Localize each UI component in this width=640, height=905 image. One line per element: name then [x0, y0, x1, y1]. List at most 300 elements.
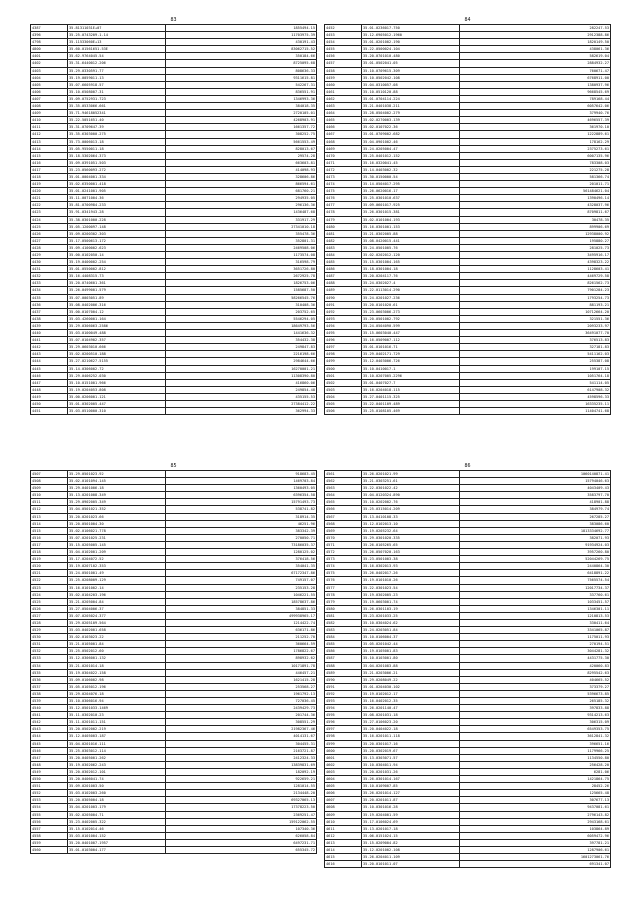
row-id-cell: 4557 — [31, 825, 68, 832]
table-row — [325, 669, 611, 676]
amount-cell: 435155.53 — [166, 393, 317, 400]
table-row — [325, 195, 611, 202]
table-row — [31, 237, 317, 244]
table-row — [31, 117, 317, 124]
code-cell: 35.19-0105001.83 — [362, 648, 460, 655]
row-id-cell: 4454 — [325, 39, 362, 46]
table-row — [31, 605, 317, 612]
amount-cell: 881193.21 — [460, 301, 611, 308]
table-row — [325, 520, 611, 527]
table-row — [325, 577, 611, 584]
code-cell: 35.19-0304022.158 — [68, 669, 166, 676]
code-cell: 35.17-0106024.69 — [362, 818, 460, 825]
table-row — [31, 534, 317, 541]
row-id-cell: 4503 — [325, 386, 362, 393]
row-id-cell: 4614 — [325, 846, 362, 853]
row-id-cell: 4433 — [31, 280, 68, 287]
table-row — [31, 761, 317, 768]
amount-cell: 362994.33 — [166, 408, 317, 415]
table-row — [325, 754, 611, 761]
row-id-cell: 4434 — [31, 287, 68, 294]
table-row — [31, 683, 317, 690]
table-row — [325, 181, 611, 188]
code-cell: 35.19-0102012.17 — [362, 690, 460, 697]
table-row — [31, 747, 317, 754]
table-row — [31, 32, 317, 39]
code-cell: 35.25-0303012.114 — [68, 747, 166, 754]
code-cell: 35.20-0101011.07 — [362, 861, 460, 868]
code-cell: 35.81311031E+07 — [68, 25, 166, 32]
table-row — [325, 216, 611, 223]
amount-cell: 6007135.96 — [460, 152, 611, 159]
row-id-cell: 4560 — [31, 846, 68, 853]
row-id-cell: 4551 — [31, 783, 68, 790]
amount-cell: 1421864.75 — [460, 776, 611, 783]
amount-cell: 438061.36 — [460, 46, 611, 53]
row-id-cell: 4387 — [31, 25, 68, 32]
table-row — [31, 110, 317, 117]
code-cell: 35.26-0402017.26 — [362, 570, 460, 577]
table-row — [31, 719, 317, 726]
table-row — [31, 485, 317, 492]
code-cell: 35.22-0401109.489 — [362, 400, 460, 407]
table-row — [325, 527, 611, 534]
code-cell: 35.20-0305004.18 — [68, 797, 166, 804]
table-row — [325, 839, 611, 846]
amount-cell: 808636.33 — [166, 67, 317, 74]
amount-cell: 28452.26 — [460, 783, 611, 790]
code-cell: 35.22-5051651.40 — [68, 117, 166, 124]
row-id-cell: 4517 — [31, 541, 68, 548]
row-id-cell: 4612 — [325, 832, 362, 839]
table-row — [325, 53, 611, 60]
code-cell: 35.18-0301004.18 — [362, 266, 460, 273]
code-cell: 35.20-0201011.87 — [362, 797, 460, 804]
code-cell: 35.08-0402006.316 — [68, 301, 166, 308]
table-row — [325, 301, 611, 308]
table-row — [31, 202, 317, 209]
table-row — [31, 768, 317, 775]
code-cell: 35.10-0304011.94 — [362, 761, 460, 768]
amount-cell: 1820149.50 — [460, 39, 611, 46]
page-number: 86 — [464, 463, 471, 469]
row-id-cell: 4601 — [325, 754, 362, 761]
row-id-cell: 4455 — [325, 46, 362, 53]
code-cell: 35.04-0201003.179 — [68, 804, 166, 811]
code-cell: 35.21-0303251.61 — [362, 478, 460, 485]
amount-cell: 178162.29 — [460, 138, 611, 145]
row-id-cell: 4607 — [325, 797, 362, 804]
code-cell: 35.26-0301103.19 — [362, 605, 460, 612]
row-id-cell: 4611 — [325, 825, 362, 832]
table-row — [31, 266, 317, 273]
table-row — [325, 662, 611, 669]
table-row — [325, 252, 611, 259]
table-row — [31, 344, 317, 351]
row-id-cell: 4608 — [325, 804, 362, 811]
row-id-cell: 4473 — [325, 173, 362, 180]
row-id-cell: 4430 — [31, 259, 68, 266]
code-cell: 35.19-0302005.23 — [362, 591, 460, 598]
table-row — [325, 322, 611, 329]
table-row — [325, 726, 611, 733]
row-id-cell: 4520 — [31, 563, 68, 570]
table-row — [325, 506, 611, 513]
row-id-cell: 4508 — [31, 478, 68, 485]
code-cell: 35.12-0201002.108 — [362, 846, 460, 853]
code-cell: 35.00-0206001.121 — [68, 393, 166, 400]
code-cell: 35.15-0603040.447 — [362, 330, 460, 337]
code-cell: 35.15-0301004.165 — [362, 259, 460, 266]
row-id-cell: 4492 — [325, 308, 362, 315]
code-cell: 35.21-0203006.21 — [362, 669, 460, 676]
table-row — [31, 818, 317, 825]
amount-cell: 6497231.71 — [166, 839, 317, 846]
row-id-cell: 4477 — [325, 202, 362, 209]
amount-cell: 9314213.63 — [460, 712, 611, 719]
code-cell: 35.22-0500024.104 — [362, 46, 460, 53]
amount-cell: 350184.66 — [166, 53, 317, 60]
table-row — [325, 315, 611, 322]
code-cell: 35.19-0059011.13 — [68, 74, 166, 81]
amount-cell: 330411.64 — [460, 619, 611, 626]
code-cell: 35.08-0201031.18 — [362, 712, 460, 719]
table-row — [325, 690, 611, 697]
code-cell: 35.20-0302019.67 — [362, 747, 460, 754]
table-row — [31, 513, 317, 520]
amount-cell: 1380937.96 — [460, 81, 611, 88]
row-id-cell: 4470 — [325, 152, 362, 159]
row-id-cell: 4541 — [31, 712, 68, 719]
row-id-cell: 4475 — [325, 188, 362, 195]
code-cell: 35.02-0107022.36 — [362, 124, 460, 131]
row-id-cell: 4609 — [325, 811, 362, 818]
table-row — [31, 330, 317, 337]
code-cell: 35.00-0107004.12 — [68, 308, 166, 315]
row-id-cell: 4472 — [325, 166, 362, 173]
row-id-cell: 4431 — [31, 266, 68, 273]
row-id-cell: 4615 — [325, 854, 362, 861]
code-cell: 35.20-0204117.76 — [362, 273, 460, 280]
amount-cell: 270050.71 — [166, 534, 317, 541]
row-id-cell: 4573 — [325, 556, 362, 563]
row-id-cell: 4561 — [325, 471, 362, 478]
table-row — [325, 478, 611, 485]
code-cell: 35.03-0102003.260 — [68, 790, 166, 797]
code-cell: 35.09-4100002.623 — [68, 244, 166, 251]
row-id-cell: 4592 — [325, 690, 362, 697]
code-cell: 35.26-0499001.579 — [68, 287, 166, 294]
row-id-cell: 4507 — [31, 471, 68, 478]
row-id-cell: 4536 — [31, 676, 68, 683]
table-row — [325, 159, 611, 166]
amount-cell: 6396354.58 — [166, 492, 317, 499]
row-id-cell: 4485 — [325, 259, 362, 266]
code-cell: 35.08-0420015.441 — [362, 237, 460, 244]
row-id-cell: 4436 — [31, 301, 68, 308]
amount-cell: 18578637.86 — [166, 598, 317, 605]
row-id-cell: 4401 — [31, 53, 68, 60]
table-row — [325, 584, 611, 591]
code-cell: 35.01-0201002.190 — [362, 39, 460, 46]
amount-cell: 328606.86 — [166, 173, 317, 180]
code-cell: 35.24-0302027.4 — [362, 280, 460, 287]
row-id-cell: 4480 — [325, 223, 362, 230]
amount-cell: 376513.83 — [460, 337, 611, 344]
amount-cell: 331917.29 — [166, 216, 317, 223]
code-cell: 35.01-0407027.7 — [362, 379, 460, 386]
code-cell: 35.04-0201016.111 — [68, 740, 166, 747]
amount-cell: 6768911.00 — [460, 74, 611, 81]
code-cell: 35.10-0207005.2296 — [362, 372, 460, 379]
row-id-cell: 4581 — [325, 612, 362, 619]
row-id-cell: 4613 — [325, 839, 362, 846]
code-cell: 35.01-0502041.05 — [362, 60, 460, 67]
code-cell: 35.35-6303000.275 — [68, 131, 166, 138]
row-id-cell: 4406 — [31, 88, 68, 95]
row-id-cell: 4497 — [325, 344, 362, 351]
table-row — [31, 103, 317, 110]
row-id-cell: 4466 — [325, 124, 362, 131]
table-row — [31, 754, 317, 761]
code-cell: 35.21-0401038.211 — [362, 103, 460, 110]
amount-cell: 58266545.76 — [166, 294, 317, 301]
code-cell: 35.13-0201017.18 — [362, 825, 460, 832]
table-row — [325, 280, 611, 287]
amount-cell: 27341010.18 — [166, 223, 317, 230]
row-id-cell: 4493 — [325, 315, 362, 322]
code-cell: 35.09-0201003.50 — [68, 783, 166, 790]
amount-cell: 1222889.61 — [460, 131, 611, 138]
row-id-cell: 4506 — [325, 408, 362, 415]
code-cell: 35.01-0709002.682 — [362, 131, 460, 138]
amount-cell: 655345.72 — [166, 846, 317, 853]
amount-cell: 1855494.15 — [166, 25, 317, 32]
row-id-cell: 4510 — [31, 492, 68, 499]
amount-cell: 211252.70 — [166, 634, 317, 641]
row-id-cell: 4511 — [31, 499, 68, 506]
amount-cell: 383086.60 — [460, 520, 611, 527]
table-row — [31, 776, 317, 783]
table-row — [31, 131, 317, 138]
table-row — [325, 124, 611, 131]
page-86 — [324, 462, 611, 868]
code-cell: 35.09-0106002.98 — [68, 676, 166, 683]
table-row — [325, 244, 611, 251]
page-84 — [324, 16, 611, 415]
amount-cell: 789168.44 — [460, 95, 611, 102]
amount-cell: 6057642.06 — [460, 103, 611, 110]
amount-cell: 235153.28 — [166, 584, 317, 591]
code-cell: 35.23-0560093.272 — [68, 166, 166, 173]
amount-cell: 10171891.78 — [166, 662, 317, 669]
row-id-cell: 4514 — [31, 520, 68, 527]
table-row — [31, 712, 317, 719]
amount-cell: 636171.86 — [166, 627, 317, 634]
code-cell: 35.01-0101016.71 — [362, 344, 460, 351]
table-row — [31, 641, 317, 648]
table-row — [325, 570, 611, 577]
amount-cell: 355478.36 — [166, 230, 317, 237]
table-row — [31, 60, 317, 67]
table-row — [31, 740, 317, 747]
amount-cell: 307677.13 — [460, 797, 611, 804]
table-row — [325, 25, 611, 32]
amount-cell: 3612841.32 — [460, 733, 611, 740]
table-row — [325, 733, 611, 740]
amount-cell: 1046221.55 — [166, 591, 317, 598]
row-id-cell: 4599 — [325, 740, 362, 747]
amount-cell: 11404741.68 — [460, 408, 611, 415]
code-cell: 35.22-0301023.54 — [362, 584, 460, 591]
amount-cell: 379940.76 — [460, 110, 611, 117]
table-row — [325, 698, 611, 705]
row-id-cell: 4519 — [31, 556, 68, 563]
row-id-cell: 4540 — [31, 705, 68, 712]
table-row — [325, 492, 611, 499]
table-row — [31, 570, 317, 577]
amount-cell: 404665.52 — [460, 676, 611, 683]
row-id-cell: 4580 — [325, 605, 362, 612]
amount-cell: 27384412.22 — [166, 400, 317, 407]
row-id-cell: 4549 — [31, 768, 68, 775]
amount-cell: 1175011.93 — [460, 634, 611, 641]
amount-cell: 1360493.05 — [166, 485, 317, 492]
amount-cell: 1173574.08 — [166, 252, 317, 259]
table-row — [31, 379, 317, 386]
row-id-cell: 4539 — [31, 698, 68, 705]
amount-cell: 281025.73 — [460, 244, 611, 251]
code-cell: 35.26-0105265.65 — [362, 541, 460, 548]
row-id-cell: 4554 — [31, 804, 68, 811]
row-id-cell: 4524 — [31, 591, 68, 598]
code-cell: 35.24-0501005.76 — [362, 244, 460, 251]
row-id-cell: 4425 — [31, 223, 68, 230]
table-row — [31, 88, 317, 95]
amount-cell: 4398323.22 — [460, 259, 611, 266]
code-cell: 35.15-0209004.82 — [362, 839, 460, 846]
row-id-cell: 4559 — [31, 839, 68, 846]
amount-cell: 541114.05 — [460, 379, 611, 386]
table-row — [325, 513, 611, 520]
amount-cell: 306315.09 — [460, 719, 611, 726]
row-id-cell: 4490 — [325, 294, 362, 301]
code-cell: 35.16-0402012.35 — [362, 698, 460, 705]
row-id-cell: 4464 — [325, 110, 362, 117]
table-row — [31, 259, 317, 266]
table-row — [31, 499, 317, 506]
row-id-cell: 4443 — [31, 351, 68, 358]
table-row — [31, 230, 317, 237]
row-id-cell: 4589 — [325, 669, 362, 676]
amount-cell: 1134550.80 — [460, 754, 611, 761]
code-cell: 35.09-0752931.723 — [68, 95, 166, 102]
amount-cell: 1128603.41 — [460, 266, 611, 273]
row-id-cell: 4428 — [31, 244, 68, 251]
code-cell: 35.12-6905012.1960 — [362, 32, 460, 39]
table-row — [31, 53, 317, 60]
row-id-cell: 4565 — [325, 499, 362, 506]
row-id-cell: 4571 — [325, 541, 362, 548]
row-id-cell: 4552 — [31, 790, 68, 797]
table-row — [31, 216, 317, 223]
amount-cell: 376418.56 — [166, 556, 317, 563]
amount-cell: 7565574.54 — [460, 577, 611, 584]
amount-cell: 9311615.81 — [166, 74, 317, 81]
code-cell: 35.03-4260001.164 — [68, 315, 166, 322]
row-id-cell: 4426 — [31, 230, 68, 237]
table-row — [31, 39, 317, 46]
table-row — [325, 259, 611, 266]
code-cell: 35.27-0106023.20 — [362, 719, 460, 726]
amount-cell: 159122062.55 — [166, 818, 317, 825]
row-id-cell: 4504 — [325, 393, 362, 400]
table-row — [325, 612, 611, 619]
amount-cell: 12938000.92 — [460, 230, 611, 237]
table-row — [325, 110, 611, 117]
table-row — [31, 669, 317, 676]
table-row — [325, 294, 611, 301]
amount-cell: 382071.93 — [460, 534, 611, 541]
code-cell: 35.02-0104203.196 — [68, 591, 166, 598]
amount-cell: 11308390.80 — [166, 372, 317, 379]
code-cell: 35.02-0106021.778 — [68, 527, 166, 534]
code-cell: 35.24-0501001.49 — [68, 570, 166, 577]
row-id-cell: 4537 — [31, 683, 68, 690]
table-row — [31, 811, 317, 818]
page-number: 84 — [464, 17, 471, 23]
amount-cell: 265185.32 — [460, 698, 611, 705]
table-row — [325, 485, 611, 492]
amount-cell: 310408.36 — [166, 301, 317, 308]
table-row — [31, 506, 317, 513]
table-row — [325, 273, 611, 280]
amount-cell: 383342.39 — [166, 527, 317, 534]
row-id-cell: 4501 — [325, 372, 362, 379]
amount-cell: 922659.21 — [166, 776, 317, 783]
amount-cell: 125665.48 — [460, 790, 611, 797]
code-cell: 35.35-0533066.661 — [68, 103, 166, 110]
amount-cell: 396651.16 — [460, 740, 611, 747]
amount-cell: 384851.33 — [166, 605, 317, 612]
code-cell: 35.26-0301015.381 — [362, 209, 460, 216]
page-85 — [30, 462, 317, 854]
amount-cell: 17378223.50 — [166, 804, 317, 811]
code-cell: 35.02-0270003.139 — [362, 117, 460, 124]
table-row — [31, 655, 317, 662]
amount-cell: 6549353.75 — [460, 726, 611, 733]
amount-cell: 1813334692.77 — [460, 527, 611, 534]
amount-cell: 199107.15 — [460, 365, 611, 372]
table-row — [325, 598, 611, 605]
table-row — [325, 365, 611, 372]
row-id-cell: 4446 — [31, 372, 68, 379]
row-id-cell: 4516 — [31, 534, 68, 541]
amount-cell: 4598596.33 — [460, 393, 611, 400]
table-row — [325, 605, 611, 612]
code-cell: 35.10-0103001.80 — [362, 655, 460, 662]
code-cell: 35.23-0501003.38 — [362, 556, 460, 563]
code-cell: 35.01-0704114.224 — [362, 95, 460, 102]
code-cell: 35.01-0004001.334 — [68, 173, 166, 180]
code-cell: 35.25-0108105.469 — [362, 408, 460, 415]
row-id-cell: 4597 — [325, 726, 362, 733]
table-row — [325, 202, 611, 209]
amount-cell: 4469729.58 — [460, 273, 611, 280]
row-id-cell: 4563 — [325, 485, 362, 492]
table-row — [31, 365, 317, 372]
row-id-cell: 4484 — [325, 252, 362, 259]
